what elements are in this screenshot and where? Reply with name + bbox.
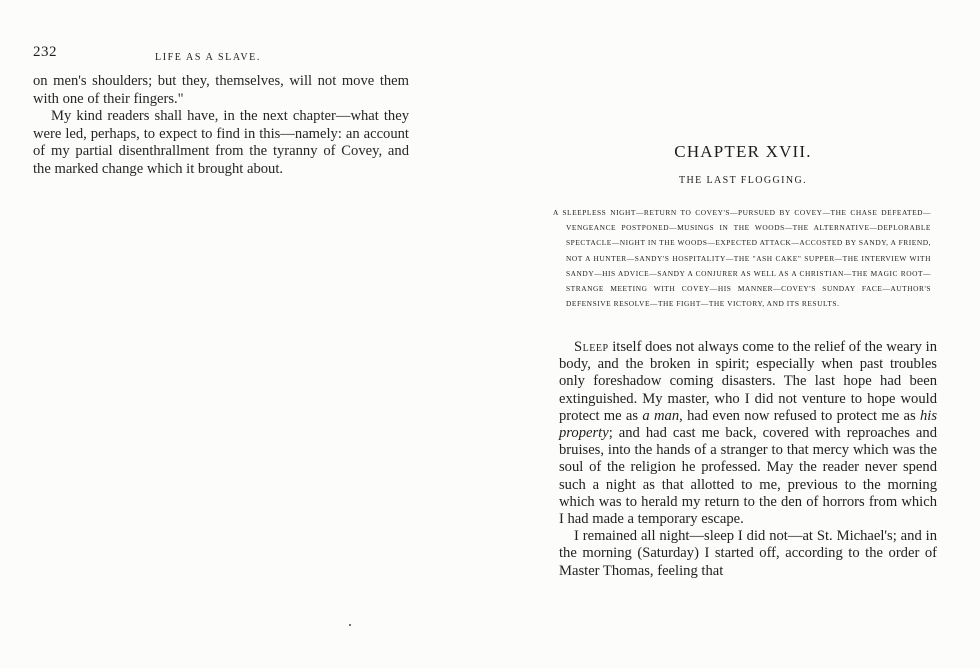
page-speck — [349, 624, 351, 626]
left-page-text — [33, 73, 409, 179]
left-paragraph-2: My kind readers shall have, in the next chapter—what they were led, perhaps, to expect to find in this—namely: an account of my partial disenthrallment from the tyranny of Covey, and the marked change which it brought about. — [33, 108, 409, 177]
chapter-body — [559, 339, 937, 580]
body-text-part-a: itself does not always come to the relief of the weary in body, and the broken in spirit; especially when past troubles only foreshadow coming disasters. The last hope had been extinguished. My master, who I did not venture to hope would protect me as — [559, 339, 937, 424]
page-number: 232 — [33, 44, 57, 60]
italic-phrase-a: a man — [642, 407, 680, 424]
body-text-part-b: , had even now refused to protect me as — [679, 407, 920, 424]
italic-phrase-b: his property — [559, 407, 937, 442]
left-paragraph-1: on men's shoulders; but they, themselves, will not move them with one of their fingers." — [33, 73, 409, 107]
lead-word: Sleep — [574, 339, 609, 355]
chapter-subtitle: THE LAST FLOGGING. — [678, 175, 808, 186]
running-head: LIFE AS A SLAVE. — [155, 52, 261, 63]
body-text-part-c: ; and had cast me back, covered with reproaches and bruises, into the hands of a stranger to that mercy which was the soul of the religion he professed. May the reader never spend such a night as that allotted to me, previous to the morning which was to herald my return to the den of horrors from which I had made a temporary escape. — [559, 425, 937, 528]
right-page — [490, 0, 980, 668]
body-paragraph-2: I remained all night—sleep I did not—at St. Michael's; and in the morning (Saturday) I started off, according to the order of Master Thomas, feeling that — [559, 528, 937, 579]
body-paragraph-1 — [559, 339, 937, 528]
chapter-synopsis: A SLEEPLESS NIGHT—RETURN TO COVEY'S—PURSUED BY COVEY—THE CHASE DEFEATED—VENGEANCE POSTPONED—MUSINGS IN THE WOODS—THE ALTERNATIVE—DEPLORABLE SPECTACLE—NIGHT IN THE WOODS—EXPECTED ATTACK—ACCOSTED BY SANDY, A FRIEND, NOT A HUNTER—SANDY'S HOSPITALITY—THE "ASH CAKE" SUPPER—THE INTERVIEW WITH SANDY—HIS ADVICE—SANDY A CONJURER AS WELL AS A CHRISTIAN—THE MAGIC ROOT—STRANGE MEETING WITH COVEY—HIS MANNER—COVEY'S SUNDAY FACE—AUTHOR'S DEFENSIVE RESOLVE—THE FIGHT—THE VICTORY, AND ITS RESULTS. — [553, 208, 931, 309]
chapter-title: CHAPTER XVII. — [674, 142, 812, 161]
